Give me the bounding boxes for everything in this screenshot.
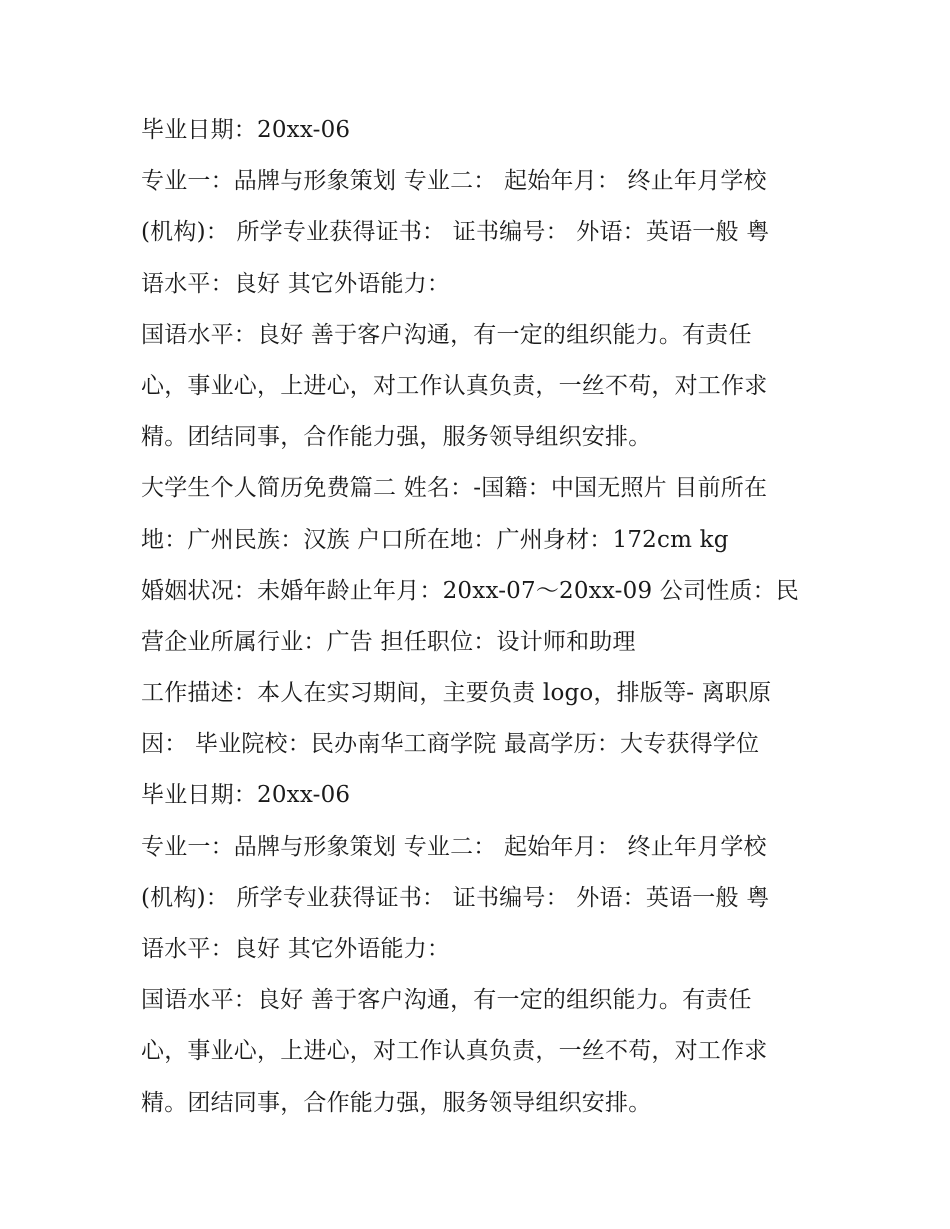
resume-text-block — [141, 108, 821, 1132]
text-line: 毕业日期：20xx-06 — [141, 782, 351, 809]
text-line: 国语水平：良好 善于客户沟通，有一定的组织能力。有责任 — [141, 321, 752, 348]
text-line: 专业一：品牌与形象策划 专业二： 起始年月： 终止年月学校 — [141, 168, 767, 195]
text-line: 因： 毕业院校：民办南华工商学院 最高学历：大专获得学位 — [141, 731, 760, 758]
text-line: 语水平：良好 其它外语能力： — [141, 270, 451, 297]
text-line: 婚姻状况：未婚年龄止年月：20xx-07～20xx-09 公司性质：民 — [141, 577, 799, 604]
text-line: 大学生个人简历免费篇二 姓名：-国籍：中国无照片 目前所在 — [141, 475, 768, 502]
text-line: 精。团结同事，合作能力强，服务领导组织安排。 — [141, 424, 652, 451]
text-line: 国语水平：良好 善于客户沟通，有一定的组织能力。有责任 — [141, 987, 752, 1014]
text-line: 专业一：品牌与形象策划 专业二： 起始年月： 终止年月学校 — [141, 833, 767, 860]
text-line: 心，事业心，上进心，对工作认真负责，一丝不苟，对工作求 — [141, 1038, 768, 1065]
text-line: 心，事业心，上进心，对工作认真负责，一丝不苟，对工作求 — [141, 372, 768, 399]
text-line: 地：广州民族：汉族 户口所在地：广州身材：172cm kg — [141, 526, 729, 553]
text-line: 精。团结同事，合作能力强，服务领导组织安排。 — [141, 1089, 652, 1116]
text-line: 营企业所属行业：广告 担任职位：设计师和助理 — [141, 628, 636, 655]
text-line: (机构)： 所学专业获得证书： 证书编号： 外语：英语一般 粤 — [141, 219, 770, 246]
text-line: 工作描述：本人在实习期间，主要负责 logo，排版等- 离职原 — [141, 680, 772, 707]
text-line: (机构)： 所学专业获得证书： 证书编号： 外语：英语一般 粤 — [141, 884, 770, 911]
text-line: 毕业日期：20xx-06 — [141, 117, 351, 143]
text-line: 语水平：良好 其它外语能力： — [141, 936, 451, 962]
